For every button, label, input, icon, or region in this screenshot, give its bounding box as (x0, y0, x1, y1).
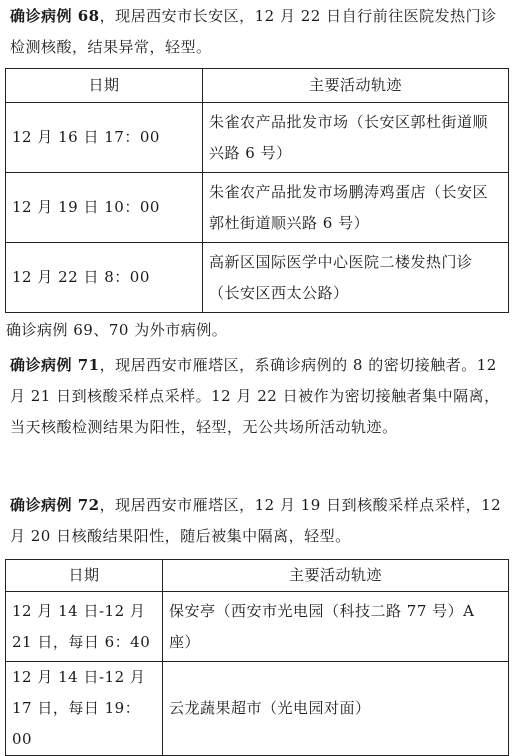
case-72-text: ，现居西安市雁塔区，12 月 19 日到核酸采样点采样，12 月 20 日核酸结果阳性，随后被集中隔离，轻型。 (10, 496, 502, 545)
case-72-label: 确诊病例 72 (10, 496, 100, 514)
table-header-row (6, 560, 509, 592)
row-place: 云龙蔬果超市（光电园对面） (163, 662, 509, 756)
case-68-label: 确诊病例 68 (10, 7, 100, 25)
row-date: 12 月 14 日-12 月 21 日，每日 6：40 (6, 592, 163, 662)
table-row (6, 662, 509, 756)
row-place: 保安亭（西安市光电园（科技二路 77 号）A 座） (163, 592, 509, 662)
header-date: 日期 (6, 69, 203, 103)
row-date: 12 月 16 日 17：00 (6, 103, 203, 173)
row-place: 朱雀农产品批发市场（长安区郭杜街道顺兴路 6 号） (203, 103, 509, 173)
table-row (6, 243, 509, 313)
case-69-70-note: 确诊病例 69、70 为外市病例。 (6, 321, 228, 339)
header-date: 日期 (6, 560, 163, 592)
row-date: 12 月 19 日 10：00 (6, 173, 203, 243)
table-row (6, 173, 509, 243)
row-place: 朱雀农产品批发市场鹏涛鸡蛋店（长安区郭杜街道顺兴路 6 号） (203, 173, 509, 243)
case-68-paragraph (10, 1, 506, 63)
header-trajectory: 主要活动轨迹 (163, 560, 509, 592)
row-place: 高新区国际医学中心医院二楼发热门诊（长安区西太公路） (203, 243, 509, 313)
case-72-paragraph (10, 490, 506, 552)
case-68-trajectory-table (5, 68, 509, 313)
case-68-text: ，现居西安市长安区，12 月 22 日自行前往医院发热门诊检测核酸，结果异常，轻型。 (10, 7, 497, 56)
header-trajectory: 主要活动轨迹 (203, 69, 509, 103)
table-row (6, 592, 509, 662)
row-date: 12 月 22 日 8：00 (6, 243, 203, 313)
case-71-label: 确诊病例 71 (10, 356, 100, 374)
table-header-row (6, 69, 509, 103)
table-row (6, 103, 509, 173)
row-date: 12 月 14 日-12 月 17 日，每日 19：00 (6, 662, 163, 756)
case-71-text: ，现居西安市雁塔区，系确诊病例的 8 的密切接触者。12 月 21 日到核酸采样点采样。12 月 22 日被作为密切接触者集中隔离，当天核酸检测结果为阳性，轻型，无公共场所活动轨迹。 (10, 356, 500, 436)
case-71-paragraph (10, 350, 506, 443)
case-72-trajectory-table (5, 559, 509, 756)
